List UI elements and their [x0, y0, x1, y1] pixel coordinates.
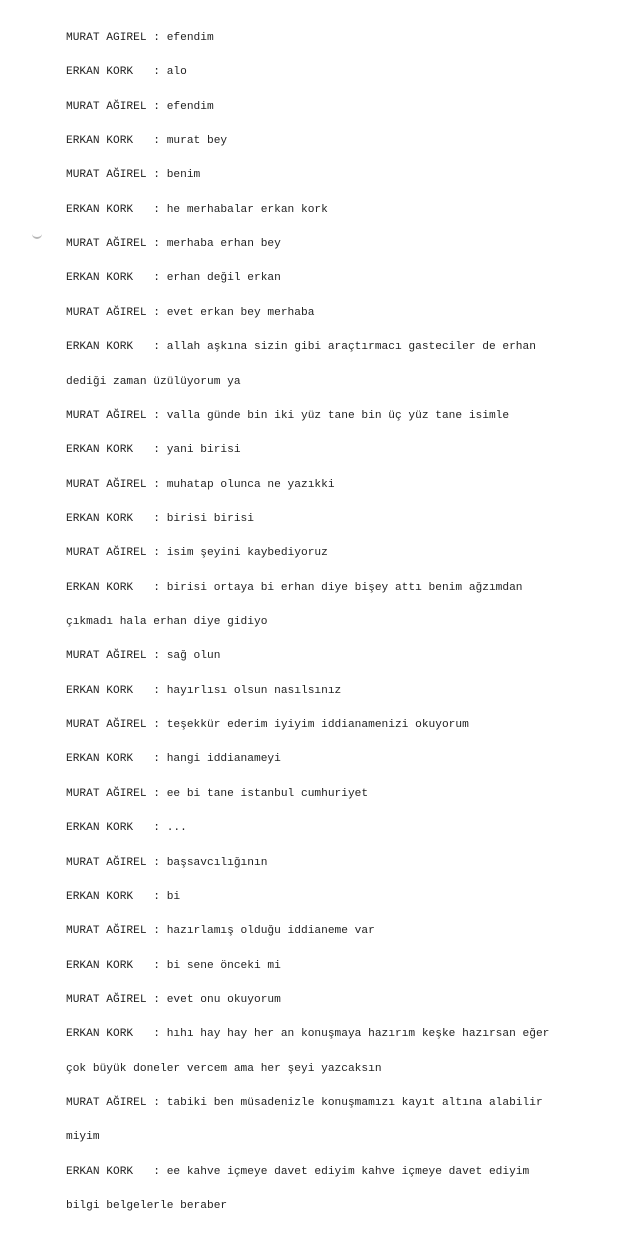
- transcript-line: miyim: [66, 1131, 100, 1144]
- transcript-line: MURAT AĞIREL : başsavcılığının: [66, 856, 268, 869]
- transcript-line: ERKAN KORK : ...: [66, 822, 187, 835]
- transcript-line: ERKAN KORK : murat bey: [66, 134, 228, 147]
- transcript-line: ERKAN KORK : erhan değil erkan: [66, 272, 281, 285]
- transcript-line: MURAT AĞIREL : isim şeyini kaybediyoruz: [66, 547, 328, 560]
- transcript-line: MURAT AĞIREL : muhatap olunca ne yazıkki: [66, 478, 335, 491]
- transcript-line: ERKAN KORK : ee kahve içmeye davet ediyim kahve içmeye davet ediyim: [66, 1165, 530, 1178]
- transcript-line: MURAT AĞIREL : benim: [66, 169, 201, 182]
- transcript-line: ERKAN KORK : hıhı hay hay her an konuşmaya hazırım keşke hazırsan eğer: [66, 1028, 550, 1041]
- transcript-line: MURAT AĞIREL : teşekkür ederim iyiyim iddianamenizi okuyorum: [66, 719, 469, 732]
- transcript-line: MURAT AĞIREL : valla günde bin iki yüz tane bin üç yüz tane isimle: [66, 409, 510, 422]
- transcript-line: MURAT AĞIREL : efendim: [66, 100, 214, 113]
- transcript-line: MURAT AĞIREL : ee bi tane istanbul cumhuriyet: [66, 787, 369, 800]
- transcript-line: dediği zaman üzülüyorum ya: [66, 375, 241, 388]
- scan-hole-mark: [32, 231, 42, 239]
- transcript-line: MURAT AĞIREL : sağ olun: [66, 650, 221, 663]
- transcript-line: ERKAN KORK : birisi birisi: [66, 512, 254, 525]
- transcript-line: MURAT AĞIREL : tabiki ben müsadenizle konuşmamızı kayıt altına alabilir: [66, 1097, 543, 1110]
- transcript-line: ERKAN KORK : yani birisi: [66, 444, 241, 457]
- transcript-line: ERKAN KORK : birisi ortaya bi erhan diye bişey attı benim ağzımdan: [66, 581, 523, 594]
- transcript-line: MURAT AĞIREL : evet erkan bey merhaba: [66, 306, 315, 319]
- transcript-line: MURAT AĞIREL : hazırlamış olduğu iddianeme var: [66, 925, 375, 938]
- transcript-line: ERKAN KORK : hayırlısı olsun nasılsınız: [66, 684, 342, 697]
- transcript-line: ERKAN KORK : bi sene önceki mi: [66, 959, 281, 972]
- transcript-line: ERKAN KORK : allah aşkına sizin gibi araçtırmacı gasteciler de erhan: [66, 341, 536, 354]
- transcript-line: ERKAN KORK : hangi iddianameyi: [66, 753, 281, 766]
- transcript-line: bilgi belgelerle beraber: [66, 1200, 228, 1213]
- transcript-line: MURAT AGIREL : efendim: [66, 31, 214, 44]
- transcript-line: ERKAN KORK : he merhabalar erkan kork: [66, 203, 328, 216]
- transcript-line: çıkmadı hala erhan diye gidiyo: [66, 616, 268, 629]
- transcript-text: [66, 10, 626, 1235]
- transcript-line: ERKAN KORK : alo: [66, 66, 187, 79]
- transcript-line: MURAT AĞIREL : merhaba erhan bey: [66, 238, 281, 251]
- transcript-line: ERKAN KORK : bi: [66, 890, 181, 903]
- transcript-line: MURAT AĞIREL : evet onu okuyorum: [66, 993, 281, 1006]
- transcript-line: çok büyük doneler vercem ama her şeyi yazcaksın: [66, 1062, 382, 1075]
